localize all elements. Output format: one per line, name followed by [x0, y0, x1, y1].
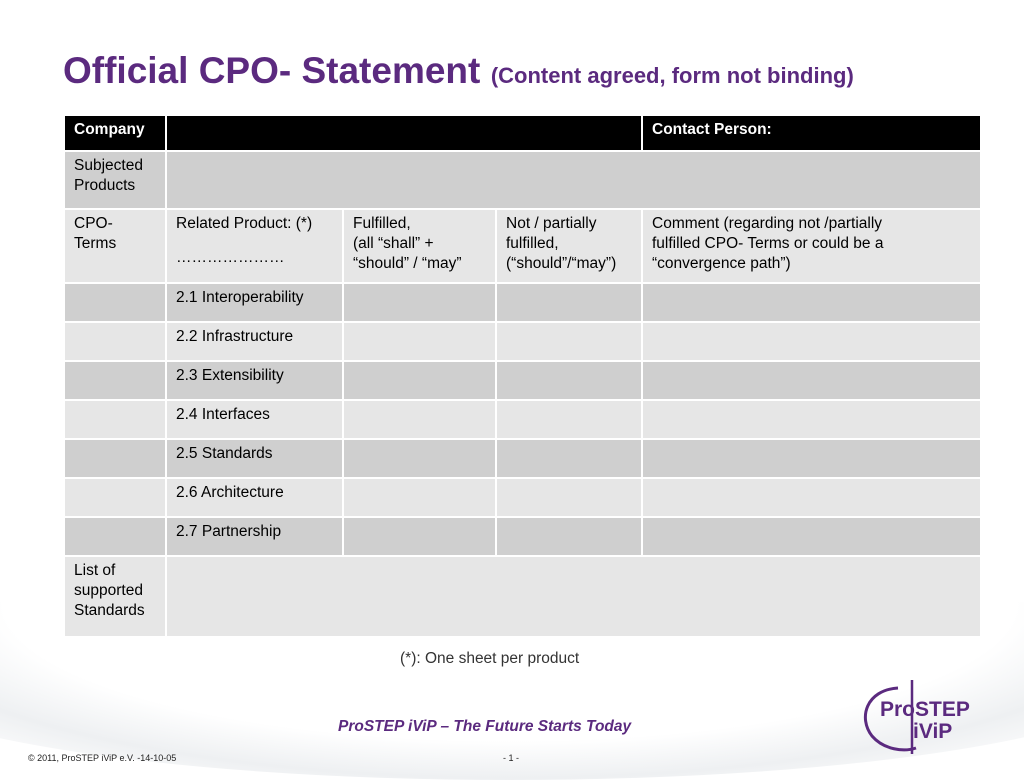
comment-cell[interactable]: [642, 283, 981, 322]
table-row: [64, 517, 981, 556]
not-fulfilled-cell[interactable]: [496, 439, 642, 478]
logo-text-ivip: iViP: [913, 720, 953, 743]
comment-header: Comment (regarding not /partially fulfilled CPO- Terms or could be a “convergence path”): [642, 209, 981, 283]
page-number: - 1 -: [503, 753, 520, 763]
subjected-products-value-cell[interactable]: [166, 151, 981, 209]
company-value-cell[interactable]: [166, 115, 642, 151]
row-label-cell: [64, 400, 166, 439]
footnote: (*): One sheet per product: [400, 650, 580, 667]
term-name: 2.4 Interfaces: [166, 400, 343, 439]
comment-cell[interactable]: [642, 400, 981, 439]
table-row: [64, 478, 981, 517]
not-fulfilled-cell[interactable]: [496, 517, 642, 556]
term-name: 2.1 Interoperability: [166, 283, 343, 322]
footer-tagline: ProSTEP iViP – The Future Starts Today: [338, 718, 632, 735]
logo-text-prostep: ProSTEP: [880, 698, 970, 721]
comment-cell[interactable]: [642, 517, 981, 556]
prostep-ivip-logo: [858, 678, 990, 756]
copyright-notice: © 2011, ProSTEP iViP e.V. -14-10-05: [28, 753, 177, 763]
comment-cell[interactable]: [642, 439, 981, 478]
supported-standards-row: [64, 556, 981, 637]
related-product-placeholder[interactable]: …………………: [176, 249, 285, 266]
term-name: 2.3 Extensibility: [166, 361, 343, 400]
not-partially-fulfilled-header: Not / partially fulfilled, (“should”/“may”): [496, 209, 642, 283]
not-fulfilled-cell[interactable]: [496, 283, 642, 322]
not-fulfilled-cell[interactable]: [496, 400, 642, 439]
cpo-terms-label: CPO- Terms: [64, 209, 166, 283]
fulfilled-cell[interactable]: [343, 439, 496, 478]
fulfilled-header: Fulfilled, (all “shall” + “should” / “may”: [343, 209, 496, 283]
title-main: Official CPO- Statement: [63, 50, 481, 91]
subjected-products-label: Subjected Products: [64, 151, 166, 209]
term-name: 2.7 Partnership: [166, 517, 343, 556]
row-label-cell: [64, 283, 166, 322]
table-row: [64, 283, 981, 322]
fulfilled-cell[interactable]: [343, 322, 496, 361]
fulfilled-cell[interactable]: [343, 517, 496, 556]
comment-cell[interactable]: [642, 361, 981, 400]
fulfilled-cell[interactable]: [343, 283, 496, 322]
not-fulfilled-cell[interactable]: [496, 322, 642, 361]
not-fulfilled-cell[interactable]: [496, 361, 642, 400]
comment-cell[interactable]: [642, 478, 981, 517]
supported-standards-value-cell[interactable]: [166, 556, 981, 637]
fulfilled-cell[interactable]: [343, 400, 496, 439]
related-product-label: Related Product: (*): [176, 215, 313, 232]
fulfilled-cell[interactable]: [343, 361, 496, 400]
table-row: [64, 439, 981, 478]
row-label-cell: [64, 361, 166, 400]
related-product-header: [166, 209, 343, 283]
table-row: [64, 361, 981, 400]
row-label-cell: [64, 478, 166, 517]
cpo-terms-header-row: [64, 209, 981, 283]
comment-cell[interactable]: [642, 322, 981, 361]
company-label: Company: [64, 115, 166, 151]
title-subtitle: (Content agreed, form not binding): [490, 63, 854, 88]
subjected-products-row: [64, 151, 981, 209]
cpo-statement-table: [63, 114, 982, 638]
table-header-row: [64, 115, 981, 151]
term-name: 2.5 Standards: [166, 439, 343, 478]
slide-title: [63, 50, 854, 92]
contact-person-label[interactable]: Contact Person:: [642, 115, 981, 151]
table-row: [64, 400, 981, 439]
term-name: 2.2 Infrastructure: [166, 322, 343, 361]
row-label-cell: [64, 322, 166, 361]
not-fulfilled-cell[interactable]: [496, 478, 642, 517]
row-label-cell: [64, 517, 166, 556]
table-row: [64, 322, 981, 361]
term-name: 2.6 Architecture: [166, 478, 343, 517]
supported-standards-label: List of supported Standards: [64, 556, 166, 637]
row-label-cell: [64, 439, 166, 478]
fulfilled-cell[interactable]: [343, 478, 496, 517]
